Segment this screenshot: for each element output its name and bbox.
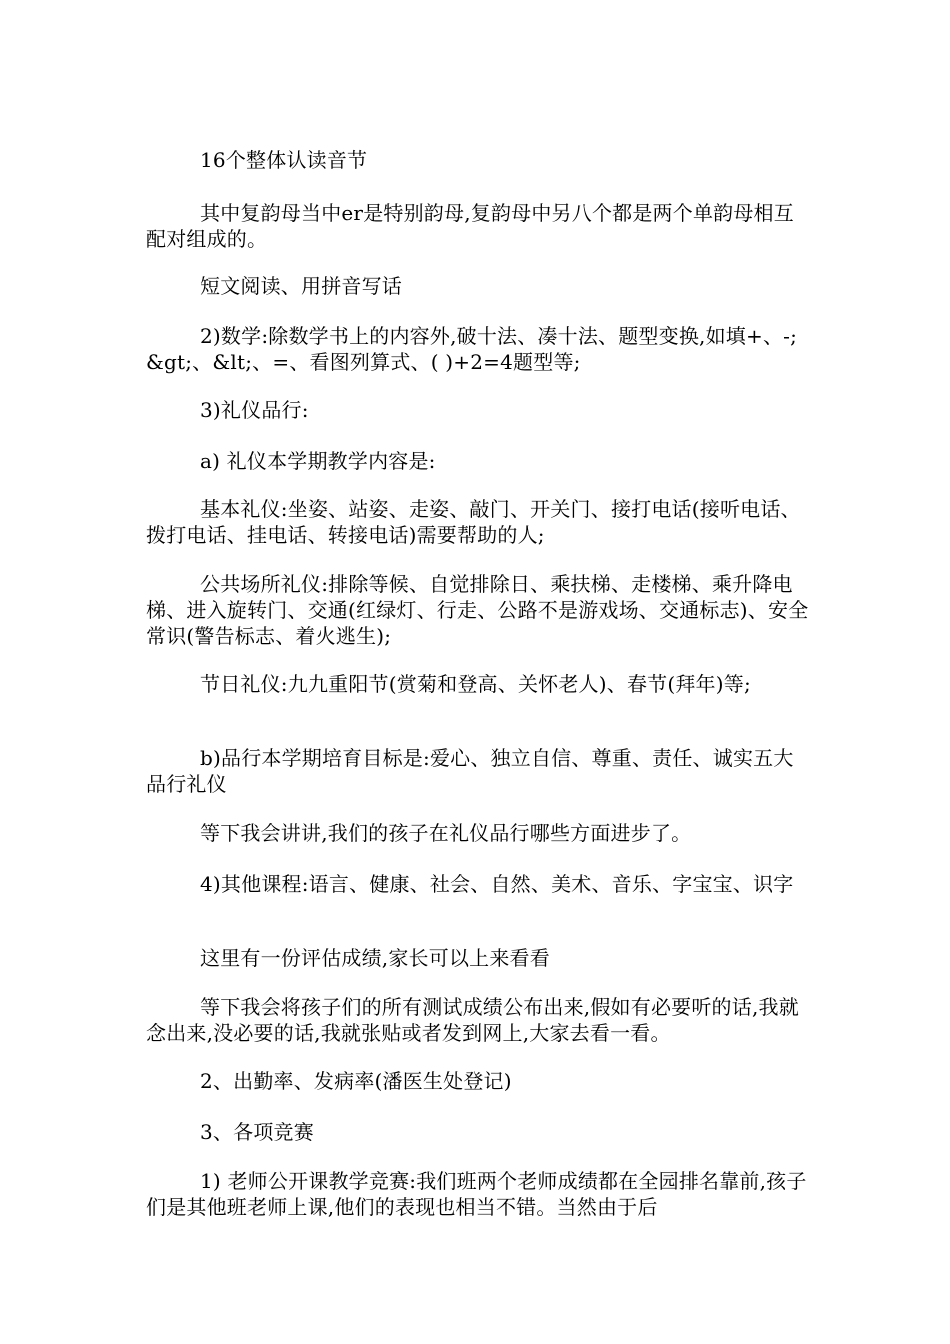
paragraph-11: 等下我会讲讲,我们的孩子在礼仪品行哪些方面进步了。 [200,821,692,845]
paragraph-9: 节日礼仪:九九重阳节(赏菊和登高、关怀老人)、春节(拜年)等; [200,672,751,696]
paragraph-17: 1) 老师公开课教学竞赛:我们班两个老师成绩都在全园排名靠前,孩子们是其他班老师上课,他们的表现也相当不错。当然由于后 [146,1169,807,1219]
paragraph-2: 其中复韵母当中er是特别韵母,复韵母中另八个都是两个单韵母相互配对组成的。 [146,201,794,251]
paragraph-16: 3、各项竞赛 [200,1120,314,1144]
paragraph-4: 2)数学:除数学书上的内容外,破十法、凑十法、题型变换,如填+、-;&gt;、&lt;、=、看图列算式、( )+2=4题型等; [146,324,798,374]
paragraph-6: a) 礼仪本学期教学内容是: [200,449,436,473]
paragraph-13: 这里有一份评估成绩,家长可以上来看看 [200,946,550,970]
paragraph-8: 公共场所礼仪:排除等候、自觉排除日、乘扶梯、走楼梯、乘升降电梯、进入旋转门、交通(红绿灯、行走、公路不是游戏场、交通标志)、安全常识(警告标志、着火逃生); [146,572,809,648]
paragraph-10: b)品行本学期培育目标是:爱心、独立自信、尊重、责任、诚实五大品行礼仪 [146,746,794,796]
paragraph-14: 等下我会将孩子们的所有测试成绩公布出来,假如有必要听的话,我就念出来,没必要的话,我就张贴或者发到网上,大家去看一看。 [146,995,799,1045]
paragraph-1: 16个整体认读音节 [200,148,368,172]
paragraph-12: 4)其他课程:语言、健康、社会、自然、美术、音乐、字宝宝、识字 [200,872,794,896]
paragraph-5: 3)礼仪品行: [200,398,309,422]
paragraph-3: 短文阅读、用拼音写话 [200,274,402,298]
paragraph-15: 2、出勤率、发病率(潘医生处登记) [200,1069,512,1093]
paragraph-7: 基本礼仪:坐姿、站姿、走姿、敲门、开关门、接打电话(接听电话、拨打电话、挂电话、转接电话)需要帮助的人; [146,497,801,547]
